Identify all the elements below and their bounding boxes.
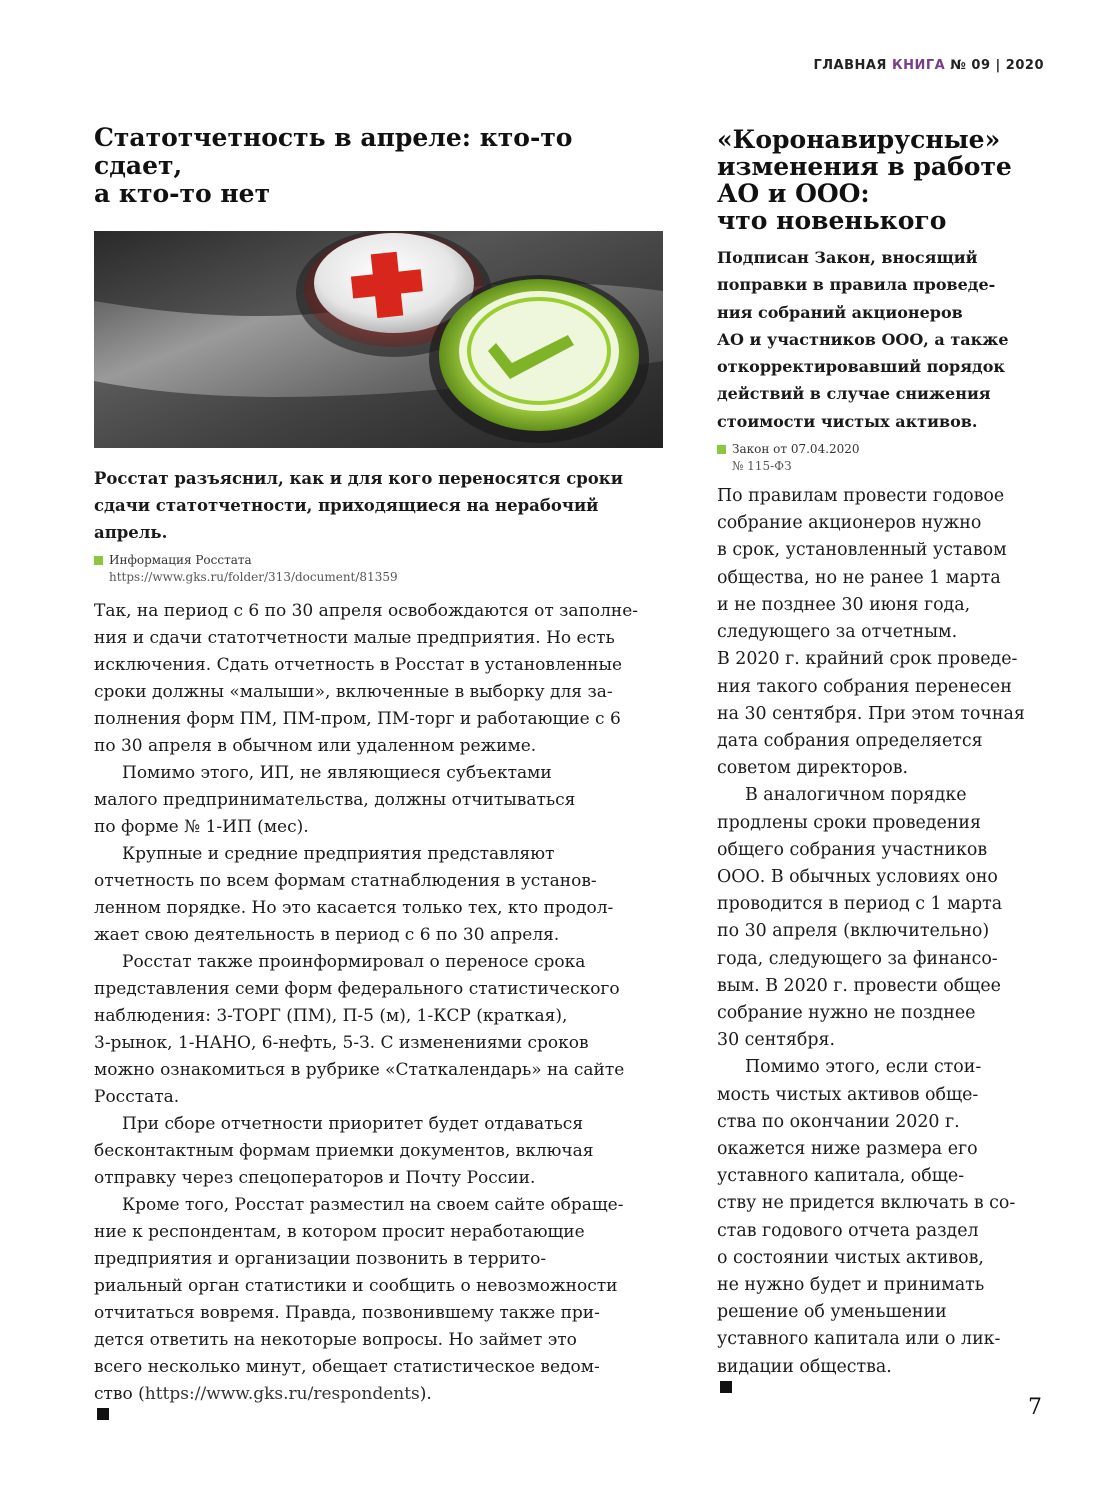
lead-line: сдачи статотчетности, приходящиеся на нерабочий [94,496,599,515]
source-note [717,441,1047,475]
body-line: уставного капитала или о лик- [717,1329,1001,1350]
body-line: решение об уменьшении [717,1302,947,1323]
last-line-text: видации общества. [717,1356,892,1377]
body-line: отчитаться вовремя. Правда, позвонившему также при- [94,1303,600,1323]
body-line: дата собрания определяется [717,730,983,751]
body-line: дется ответить на некоторые вопросы. Но займет это [94,1330,577,1350]
body-line: став годового отчета раздел [717,1220,979,1241]
body-line: можно ознакомиться в рубрике «Статкалендарь» на сайте [94,1060,625,1080]
body-line: Росстат также проинформировал о переносе срока [122,952,586,972]
body-line: общества, но не ранее 1 марта [717,567,1001,588]
buttons-illustration [94,231,663,448]
body-line: всего несколько минут, обещает статистическое ведом- [94,1357,600,1377]
body-line: на 30 сентября. При этом точная [717,703,1025,724]
body-line: окажется ниже размера его [717,1138,978,1159]
body-line: продлены сроки проведения [717,812,981,833]
body-line: предприятия и организации позвонить в террито- [94,1249,547,1269]
article-left [94,118,664,1420]
body-line: сроки должны «малыши», включенные в выборку для за- [94,682,613,702]
title-line: а кто-то нет [94,179,271,208]
body-line: вым. В 2020 г. провести общее [717,975,1001,996]
body-line: ству не придется включать в со- [717,1193,1016,1214]
body-line: 3-рынок, 1-НАНО, 6-нефть, 5-З. С изменениями сроков [94,1033,589,1053]
body-line: уставного капитала, обще- [717,1166,965,1187]
body-line: малого предпринимательства, должны отчитываться [94,790,576,810]
body-line: Помимо этого, если стои- [745,1057,982,1078]
article-left-body [94,598,664,1420]
end-of-article-mark [720,1381,732,1393]
body-line: Так, на период с 6 по 30 апреля освобождаются от заполне- [94,601,639,621]
body-line: Крупные и средние предприятия представляют [122,844,555,864]
source-label: Закон от 07.04.2020 [732,442,860,457]
body-line: ленном порядке. Но это касается только тех, кто продол- [94,898,614,918]
body-line: Помимо этого, ИП, не являющиеся субъектами [122,763,552,783]
issue-number: № 09 | 2020 [950,58,1044,73]
title-line: что новенького [717,206,947,235]
body-line: полнения форм ПМ, ПМ-пром, ПМ-торг и работающие с 6 [94,709,621,729]
body-line: представления семи форм федерального статистического [94,979,620,999]
body-line: ние к респондентам, в котором просит неработающие [94,1222,585,1242]
body-line: о состоянии чистых активов, [717,1247,984,1268]
lead-line: стоимости чистых активов. [717,411,978,431]
body-line: мость чистых активов обще- [717,1084,979,1105]
title-line: изменения в работе [717,152,1012,181]
body-line: По правилам провести годовое [717,486,1005,507]
body-line: следующего за отчетным. [717,622,958,643]
body-line: в срок, установленный уставом [717,540,1007,561]
body-line: исключения. Сдать отчетность в Росстат в установленные [94,655,623,675]
source-note [94,552,664,586]
source-number: № 115-ФЗ [732,459,792,474]
body-line: по 30 апреля в обычном или удаленном режиме. [94,736,537,756]
respondents-link[interactable]: https://www.gks.ru/respondents [144,1384,420,1404]
body-line: ства по окончании 2020 г. [717,1111,960,1132]
lead-line: поправки в правила проведе- [717,275,996,295]
article-left-lead [94,465,664,546]
body-line: При сборе отчетности приоритет будет отдаваться [122,1114,584,1134]
green-square-icon [94,556,103,565]
brand-main: ГЛАВНАЯ [813,58,887,73]
end-of-article-mark [97,1408,109,1420]
body-line: В аналогичном порядке [745,785,967,806]
body-line: собрание акционеров нужно [717,513,982,534]
body-line: собрание нужно не позднее [717,1002,976,1023]
body-line: и не позднее 30 июня года, [717,594,971,615]
article-right-body [717,483,1047,1393]
body-line: Росстата. [94,1087,180,1107]
body-line: не нужно будет и принимать [717,1274,985,1295]
lead-line: Подписан Закон, вносящий [717,248,978,267]
article-right [717,118,1047,1393]
last-line-prefix: ство ( [94,1384,145,1404]
body-line: проводится в период с 1 марта [717,894,1003,915]
body-line: Кроме того, Росстат разместил на своем сайте обраще- [122,1195,624,1215]
title-line: АО и ООО: [717,179,870,208]
article-right-lead [717,244,1047,435]
article-right-title [717,126,1047,234]
body-line: бесконтактным формам приемки документов, включая [94,1141,594,1161]
lead-line: апрель. [94,523,168,542]
body-line: отправку через спецоператоров и Почту России. [94,1168,536,1188]
title-line: Статотчетность в апреле: кто-то сдает, [94,123,573,180]
body-line: наблюдения: 3-ТОРГ (ПМ), П-5 (м), 1-КСР (краткая), [94,1006,568,1026]
page-number: 7 [1028,1395,1042,1420]
lead-line: ния собраний акционеров [717,302,963,322]
lead-line: АО и участников ООО, а также [717,329,1009,349]
article-left-title [94,124,664,208]
brand-accent: КНИГА [891,58,946,73]
body-line: ния и сдачи статотчетности малые предприятия. Но есть [94,628,615,648]
title-line: «Коронавирусные» [717,125,1001,154]
body-line: жает свою деятельность в период с 6 по 30 апреля. [94,925,560,945]
lead-line: Росстат разъяснил, как и для кого переносятся сроки [94,469,623,488]
body-last-line [94,1381,664,1420]
body-line: советом директоров. [717,758,909,779]
running-header [813,58,1044,73]
body-line: по форме № 1-ИП (мес). [94,817,309,837]
source-label: Информация Росстата [109,553,252,567]
body-line: риальный орган статистики и сообщить о невозможности [94,1276,618,1296]
source-link[interactable]: https://www.gks.ru/folder/313/document/81359 [109,570,398,584]
body-line: года, следующего за финансо- [717,948,998,969]
last-line-suffix: ). [419,1384,432,1404]
body-line: общего собрания участников [717,839,988,860]
body-line: отчетность по всем формам статнаблюдения в установ- [94,871,597,891]
green-square-icon [717,445,726,454]
body-line: 30 сентября. [717,1030,835,1051]
body-line: по 30 апреля (включительно) [717,921,990,942]
body-line: ООО. В обычных условиях оно [717,866,998,887]
body-line: ния такого собрания перенесен [717,676,1012,697]
body-line: В 2020 г. крайний срок проведе- [717,649,1018,670]
cross-and-check-buttons-image [94,231,663,448]
body-last-line [717,1354,1047,1393]
lead-line: откорректировавший порядок [717,357,1005,377]
lead-line: действий в случае снижения [717,384,991,404]
